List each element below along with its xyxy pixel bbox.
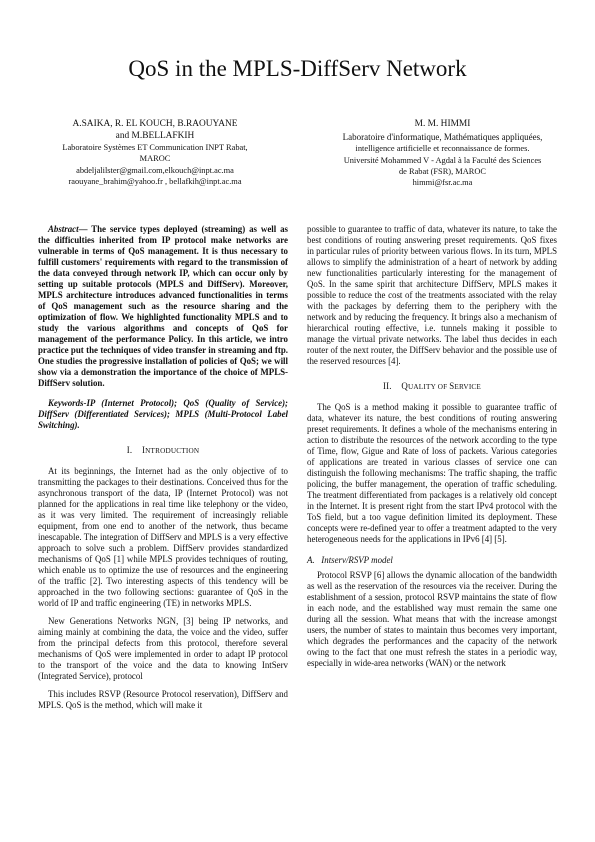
author-block-right (305, 118, 580, 188)
subsection-label: A. (307, 555, 315, 565)
section-numeral: I. (126, 445, 133, 455)
section-title-initial-2: S (449, 381, 455, 391)
abstract (38, 224, 288, 389)
author-email-cont: raouyane_brahim@yahoo.fr , bellafkih@inpt.ac.ma (68, 176, 242, 186)
section-title-initial: Q (401, 381, 409, 391)
subsection-heading (307, 555, 557, 566)
right-column (307, 224, 557, 669)
section-title-rest: UALITY OF (408, 383, 450, 391)
section-title-rest: NTRODUCTION (145, 447, 200, 455)
abstract-text: — The service types deployed (streaming) as well as the difficulties inherited from IP protocol make networks are vulnerable in terms of QoS management. It is thus necessary to fulfill customers' requirements with regard to the transmission of the data conveyed through network IP, which can occur only by setting up suitable protocols (MPLS and DiffServ). Moreover, MPLS architecture introduces advanced functionalities in terms of QoS management such as the resource sharing and the optimization of flow. We highlighted functionality MPLS and to study the various algorithms and concepts of QoS for management of the performance Policy. In this article, we intro practice put the techniques of video transfer in streaming and ftp. One studies the progressive installation of policies of QoS; we will show via a demonstration the importance of the choice of MPLS-DiffServ solution. (38, 224, 288, 388)
paper-title: QoS in the MPLS-DiffServ Network (128, 56, 467, 81)
section-title-rest-2: ERVICE (454, 383, 481, 391)
body-paragraph: At its beginnings, the Internet had as the only objective of to transmitting the packages to their destinations. Conceived thus for the asynchronous transport of the data, IP (Internet Protocol) was not planned for the applications in real time like telephony or the video, as it was very limited. The requirement of increasingly reliable equipment, from one end to another of the network, thus became inescapable. The integration of DiffServ and MPLS is a very effective approach to solve such a problem. DiffServ provides standardized mechanisms of QoS [1] while MPLS provides techniques of routing, which enable us to optimize the use of resources and the engineering of the traffic [2]. Two interesting aspects of this tendency will be approached in the two following sections: guarantee of QoS in the world of IP and traffic engineering (TE) in networks MPLS. (38, 466, 288, 608)
author-block-left (30, 118, 280, 187)
body-paragraph: New Generations Networks NGN, [3] being IP networks, and aiming mainly at combining the data, the voice and the video, suffer from the principal defects from this protocol, therefore several mechanisms of QoS were implemented in order to adapt IP protocol to the transport of the voice and the data to knowing IntServ (Integrated Service), protocol (38, 616, 288, 681)
affiliation-country: de Rabat (FSR), MAROC (398, 166, 486, 176)
affiliation-country: MAROC (139, 154, 171, 164)
author-email: himmi@fsr.ac.ma (412, 178, 473, 188)
author-names-cont: and M.BELLAFKIH (115, 131, 195, 141)
keywords: Keywords-IP (Internet Protocol); QoS (Quality of Service); DiffServ (Differentiated Services); MPLS (Multi-Protocol Label Switching). (38, 398, 288, 430)
section-numeral: II. (382, 381, 392, 391)
body-paragraph: possible to guarantee to traffic of data, whatever its nature, to take the best conditions of routing answering preset requirements. QoS fixes in particular rules of priority between various flows. In its turn, MPLS allows to simplify the administration of a heart of network by adding new functionalities particularly interesting for the management of QoS. In the same spirit that architecture DiffServ, MPLS makes it possible to reduce the cost of the treatments associated with the relay with the packages by deferring them to the periphery with the network and by reducing the frequency. It brings also a mechanism of hierarchical routing effective, i.e. tunnels making it possible to manage the virtual private networks. The label thus decides in each router of the next router, the DiffServ behavior and the possible use of the reserved resources [4]. (307, 224, 557, 366)
affiliation: Laboratoire Systèmes ET Communication INPT Rabat, (62, 143, 248, 152)
section-heading-introduction (38, 445, 288, 457)
body-paragraph: This includes RSVP (Resource Protocol reservation), DiffServ and MPLS. QoS is the method, which will make it (38, 689, 288, 710)
section-title-initial: I (142, 445, 146, 455)
section-heading-quality-of-service (307, 381, 557, 393)
affiliation: Laboratoire d'informatique, Mathématiques appliquées, (342, 132, 543, 142)
body-paragraph: Protocol RSVP [6] allows the dynamic allocation of the bandwidth as well as the reservation of the resources via the receiver. During the establishment of a session, protocol RSVP maintains the state of flow in each node, and the established way must remain the same one during all the session. What means that with the increase amongst users, the number of states to maintain thus becomes very important, which degrades the performances and the capacity of the network owing to the fact that one must refresh the states in a periodic way, especially in wide-area networks (WAN) or the network (307, 570, 557, 668)
abstract-lead: Abstract (48, 224, 79, 234)
author-names: A.SAIKA, R. EL KOUCH, B.RAOUYANE (72, 119, 238, 129)
author-names: M. M. HIMMI (414, 119, 471, 129)
left-column (38, 224, 288, 711)
subsection-title: Intserv/RSVP model (321, 555, 393, 565)
affiliation-cont: Université Mohammed V - Agdal à la Faculté des Sciences (343, 155, 542, 165)
author-email: abdeljalilster@gmail.com,elkouch@inpt.ac.ma (76, 165, 234, 175)
body-paragraph: The QoS is a method making it possible to guarantee traffic of data, whatever its nature, the best conditions of routing answering preset requirements. It defines a whole of the mechanisms entering in action to distribute the resources of the network according to the type of Time, flow, Gigue and Rate of loss of packets. Various categories of applications are treated in various classes of service one can distinguish the following mechanisms: The traffic shaping, the traffic policing, the buffer management, the operation of traffic scheduling. The treatment differentiated from packages is a relatively old concept in the Internet. It is present right from the start IPv4 protocol with the ToS field, but a too vague definition limited its deployment. These concepts were re-defined year to offer a treatment adapted to the very heterogeneous needs for the applications in IPv6 [4] [5]. (307, 402, 557, 544)
affiliation-cont: intelligence artificielle et reconnaissance de formes. (355, 144, 530, 154)
